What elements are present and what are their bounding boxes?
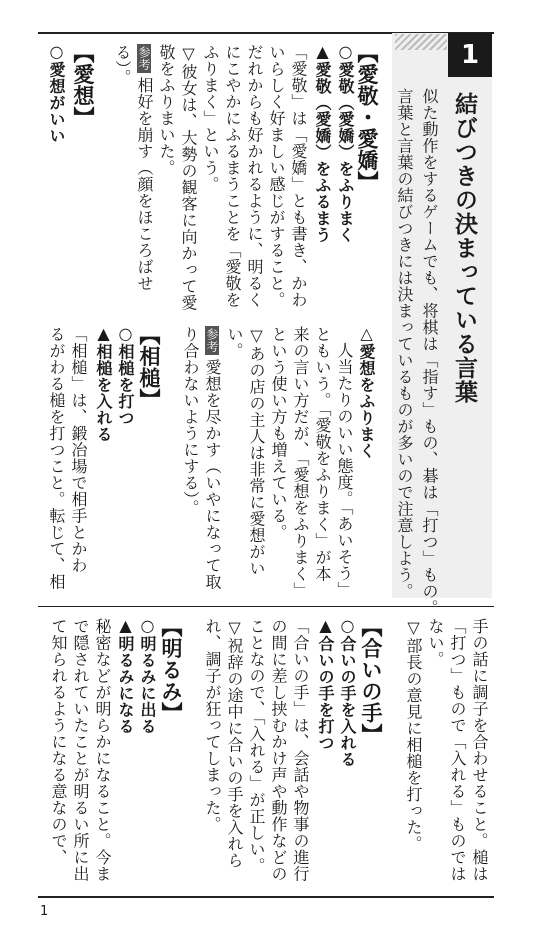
example-sentence: ▽部長の意見に相槌を打った。	[404, 618, 423, 852]
reference-note	[136, 44, 152, 292]
incorrect-usage: ▲明るみになる	[116, 616, 135, 735]
reference-note: る）。	[113, 44, 132, 86]
reference-badge: 参考	[137, 46, 151, 71]
incorrect-usage: ▲相槌を入れる	[94, 324, 113, 443]
entry-heading-aisou: 【愛想】	[71, 42, 95, 128]
explanation-line: るがわる槌を打つこと。転じて、相	[47, 326, 66, 590]
intro-line-1: 似た動作をするゲームでも、将棋は「指す」もの、碁は「打つ」もの。	[420, 88, 439, 616]
entry-heading-ainote: 【合いの手】	[359, 616, 383, 745]
explanation-line: 「合いの手」は、会話や物事の進行	[291, 618, 310, 882]
explanation-line: ない。	[426, 618, 445, 668]
correct-usage: ○愛敬（愛嬌）をふりまく	[336, 42, 355, 243]
explanation-line: ことなので、「入れる」が正しい。	[247, 618, 266, 874]
explanation-line: 「相槌」は、鍛冶場で相手とかわ	[69, 326, 88, 574]
example-sentence: い。	[225, 326, 244, 359]
reference-text: 相好を崩す（顔をほころばせ	[135, 77, 154, 292]
intro-line-2: 言葉と言葉の結びつきには決まっているものが多いので注意しよう。	[395, 88, 414, 600]
example-sentence: ▽祝辞の途中に合いの手を入れら	[225, 618, 244, 869]
reference-text: 愛想を尽かす（いやになって取	[203, 359, 222, 590]
example-sentence: ▽彼女は、大勢の観客に向かって愛	[179, 44, 198, 311]
explanation-line: ともいう。「愛敬をふりまく」が本	[313, 326, 332, 582]
bottom-rule	[38, 896, 494, 898]
explanation-line: 手の話に調子を合わせること。槌は	[470, 618, 489, 882]
entry-heading-aizuchi: 【相槌】	[137, 324, 161, 410]
explanation-line: だれからも好かれるように、明るく	[245, 44, 264, 308]
correct-usage: ○明るみに出る	[138, 616, 157, 735]
explanation-line: 来の言い方だが、「愛想をふりまく」	[291, 326, 310, 599]
page-number: 1	[40, 904, 49, 919]
section-title: 結びつきの決まっている言葉	[451, 92, 477, 404]
explanation-line: 秘密などが明らかになること。今ま	[93, 618, 112, 882]
example-sentence: れ、調子が狂ってしまった。	[203, 618, 222, 833]
hatch-decoration	[395, 34, 447, 50]
correct-usage: ○合いの手を入れる	[338, 616, 357, 768]
section-number	[448, 33, 492, 77]
example-sentence: 敬をふりまいた。	[157, 44, 176, 176]
example-sentence: ▽あの店の主人は非常に愛想がい	[247, 326, 266, 577]
explanation-line: て知られるようになる意なので、	[49, 618, 68, 866]
explanation-line: いらしく好ましい感じがすること。	[267, 44, 286, 308]
reference-badge: 参考	[205, 328, 219, 353]
reference-note	[204, 326, 220, 590]
explanation-line: 「愛敬」は「愛嬌」とも書き、かわ	[289, 44, 308, 308]
explanation-line: ふりまく」という。	[201, 44, 220, 193]
explanation-line: で隠されていたことが明るい所に出	[71, 618, 90, 882]
entry-heading-akarumi: 【明るみ】	[159, 616, 183, 724]
incorrect-usage: ▲合いの手を打つ	[316, 616, 335, 751]
correct-usage: ○相槌を打つ	[116, 324, 135, 426]
explanation-line: にこやかにふるまうことを「愛敬を	[223, 44, 242, 308]
acceptable-usage: △愛想をふりまく	[357, 324, 376, 459]
reference-note: り合わないようにする）。	[181, 326, 200, 516]
explanation-line: という使い方も増えている。	[269, 326, 288, 541]
entry-heading-aikyou: 【愛敬・愛嬌】	[355, 42, 379, 193]
incorrect-usage: ▲愛敬（愛嬌）をふるまう	[313, 42, 332, 243]
explanation-line: の間に差し挟むかけ声や動作などの	[269, 618, 288, 882]
explanation-line: 「打つ」もので「入れる」ものでは	[448, 618, 467, 882]
explanation-line: 人当たりのいい態度。「あいそう」	[335, 342, 354, 598]
correct-usage: ○愛想がいい	[47, 42, 66, 144]
section-number-text: 1	[460, 40, 480, 70]
